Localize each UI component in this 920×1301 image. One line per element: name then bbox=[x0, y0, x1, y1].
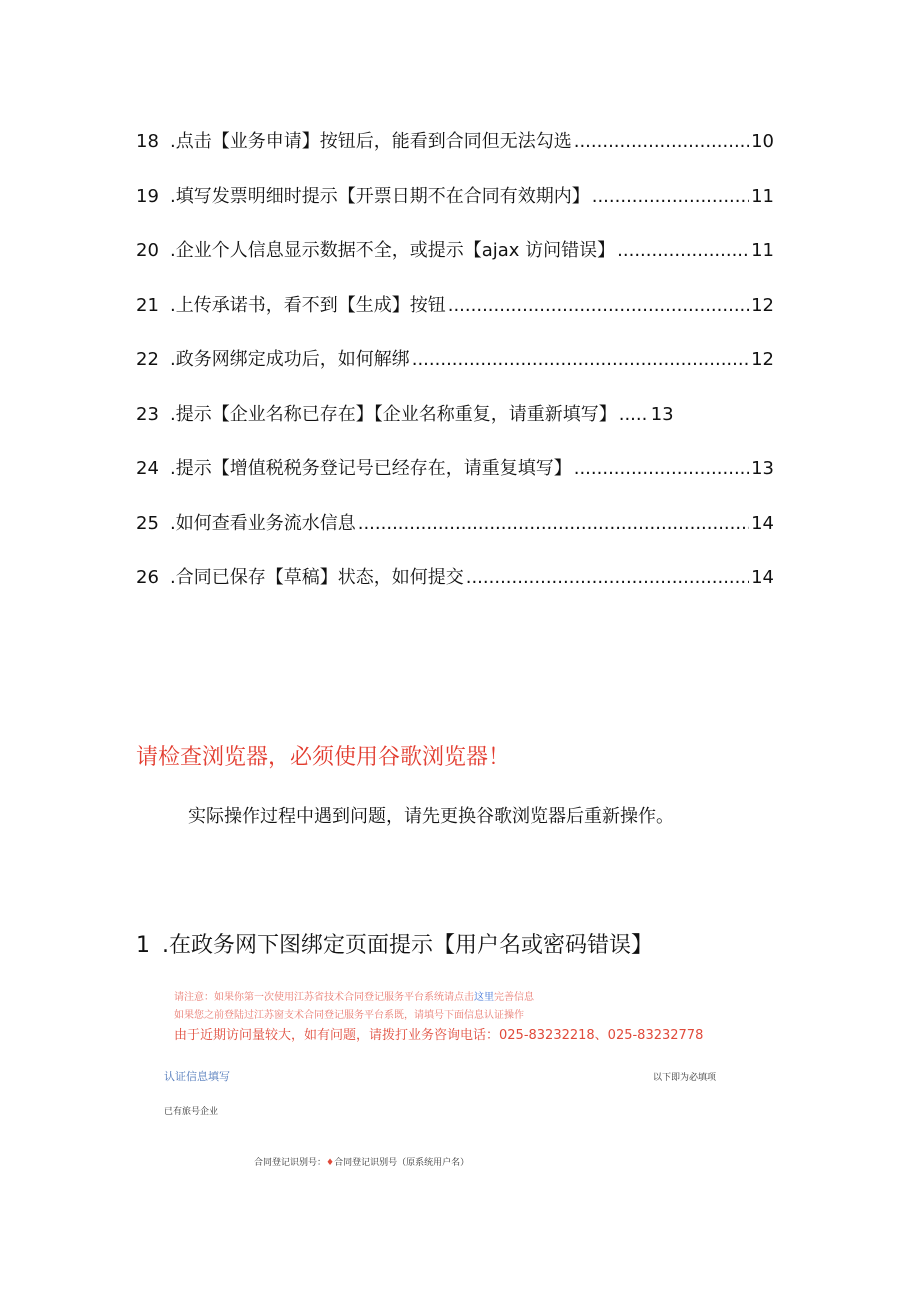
section-title-text: .在政务网下图绑定页面提示【用户名或密码错误】 bbox=[162, 933, 653, 958]
toc-entry-page: 12 bbox=[751, 294, 774, 316]
toc-entry-page: 10 bbox=[751, 131, 774, 152]
toc-entry-title: .企业个人信息显示数据不全，或提示【ajax 访问错误】 bbox=[170, 240, 616, 261]
toc-leader-dots bbox=[619, 401, 649, 429]
contract-id-placeholder: 合同登记识别号（原系统用户名） bbox=[334, 1158, 470, 1168]
toc-leader-dots bbox=[617, 237, 749, 265]
toc-entry-title: .如何查看业务流水信息 bbox=[170, 512, 356, 534]
section-heading bbox=[136, 928, 653, 959]
toc-entry-title: .合同已保存【草稿】状态，如何提交 bbox=[170, 567, 464, 588]
toc-entry-number: 18 bbox=[136, 131, 159, 152]
toc-entry-page: 14 bbox=[751, 512, 774, 534]
contract-id-field[interactable] bbox=[254, 1155, 469, 1168]
toc-entry-number: 25 bbox=[136, 512, 159, 534]
existing-enterprise-label: 已有旅号企业 bbox=[164, 1107, 219, 1117]
browser-warning-text: 实际操作过程中遇到问题，请先更换谷歌浏览器后重新操作。 bbox=[188, 806, 674, 827]
contract-id-label: 合同登记识别号： bbox=[254, 1158, 327, 1168]
toc-entry-number: 22 bbox=[136, 349, 159, 370]
toc-entry-page: 14 bbox=[751, 567, 774, 588]
toc-entry-title: .提示【企业名称已存在】【企业名称重复，请重新填写】 bbox=[170, 403, 617, 425]
toc-entry-title: .上传承诺书，看不到【生成】按钮 bbox=[170, 294, 446, 316]
table-of-contents bbox=[136, 128, 774, 619]
toc-entry-22[interactable] bbox=[136, 346, 774, 401]
toc-entry-21[interactable] bbox=[136, 292, 774, 347]
toc-entry-number: 23 bbox=[136, 403, 159, 425]
toc-entry-20[interactable] bbox=[136, 237, 774, 292]
toc-entry-number: 21 bbox=[136, 294, 159, 316]
browser-warning-heading: 请检查浏览器，必须使用谷歌浏览器！ bbox=[136, 745, 511, 770]
required-fields-note: 以下即为必填项 bbox=[652, 1073, 716, 1083]
click-here-link[interactable]: 这里 bbox=[474, 992, 494, 1003]
first-use-notice bbox=[174, 988, 534, 1003]
hotline-notice: 由于近期访问量较大，如有问题，请拨打业务咨询电话：025-83232218、025-83232778 bbox=[174, 1028, 704, 1043]
toc-entry-23[interactable] bbox=[136, 401, 774, 456]
toc-leader-dots bbox=[412, 346, 749, 374]
toc-leader-dots bbox=[358, 510, 749, 538]
section-number: 1 bbox=[136, 933, 150, 958]
toc-entry-page: 13 bbox=[650, 403, 674, 425]
toc-entry-number: 24 bbox=[136, 458, 159, 479]
toc-entry-title: .提示【增值税税务登记号已经存在，请重复填写】 bbox=[170, 458, 572, 479]
toc-entry-26[interactable] bbox=[136, 564, 774, 619]
toc-entry-title: .填写发票明细时提示【开票日期不在合同有效期内】 bbox=[170, 185, 590, 207]
toc-entry-number: 19 bbox=[136, 185, 159, 207]
toc-entry-25[interactable] bbox=[136, 510, 774, 565]
toc-entry-page: 13 bbox=[751, 458, 774, 479]
toc-leader-dots bbox=[574, 455, 749, 483]
toc-entry-page: 12 bbox=[751, 349, 774, 370]
toc-leader-dots bbox=[466, 564, 749, 592]
toc-entry-19[interactable] bbox=[136, 183, 774, 238]
toc-leader-dots bbox=[592, 183, 749, 211]
returning-user-notice: 如果您之前登陆过江苏窗支术合同登记服务平台系既，请填号下面信息认证操作 bbox=[174, 1010, 524, 1021]
toc-entry-page: 11 bbox=[751, 240, 774, 261]
binding-page-screenshot bbox=[160, 984, 730, 1174]
toc-entry-number: 20 bbox=[136, 240, 159, 261]
first-use-notice-prefix: 请注意：如果你第一次使用江苏省技术合同登记服务平台系统请点击 bbox=[174, 992, 474, 1003]
toc-leader-dots bbox=[448, 292, 749, 320]
toc-entry-page: 11 bbox=[751, 185, 774, 207]
toc-leader-dots bbox=[574, 128, 749, 156]
toc-entry-number: 26 bbox=[136, 567, 159, 588]
tab-auth-info[interactable]: 认证信息填写 bbox=[164, 1070, 230, 1083]
toc-entry-title: .政务网绑定成功后，如何解绑 bbox=[170, 349, 410, 370]
first-use-notice-suffix: 完善信息 bbox=[494, 992, 534, 1003]
required-marker-icon: ♦ bbox=[326, 1158, 335, 1168]
toc-entry-18[interactable] bbox=[136, 128, 774, 183]
toc-entry-title: .点击【业务申请】按钮后，能看到合同但无法勾选 bbox=[170, 131, 572, 152]
toc-entry-24[interactable] bbox=[136, 455, 774, 510]
